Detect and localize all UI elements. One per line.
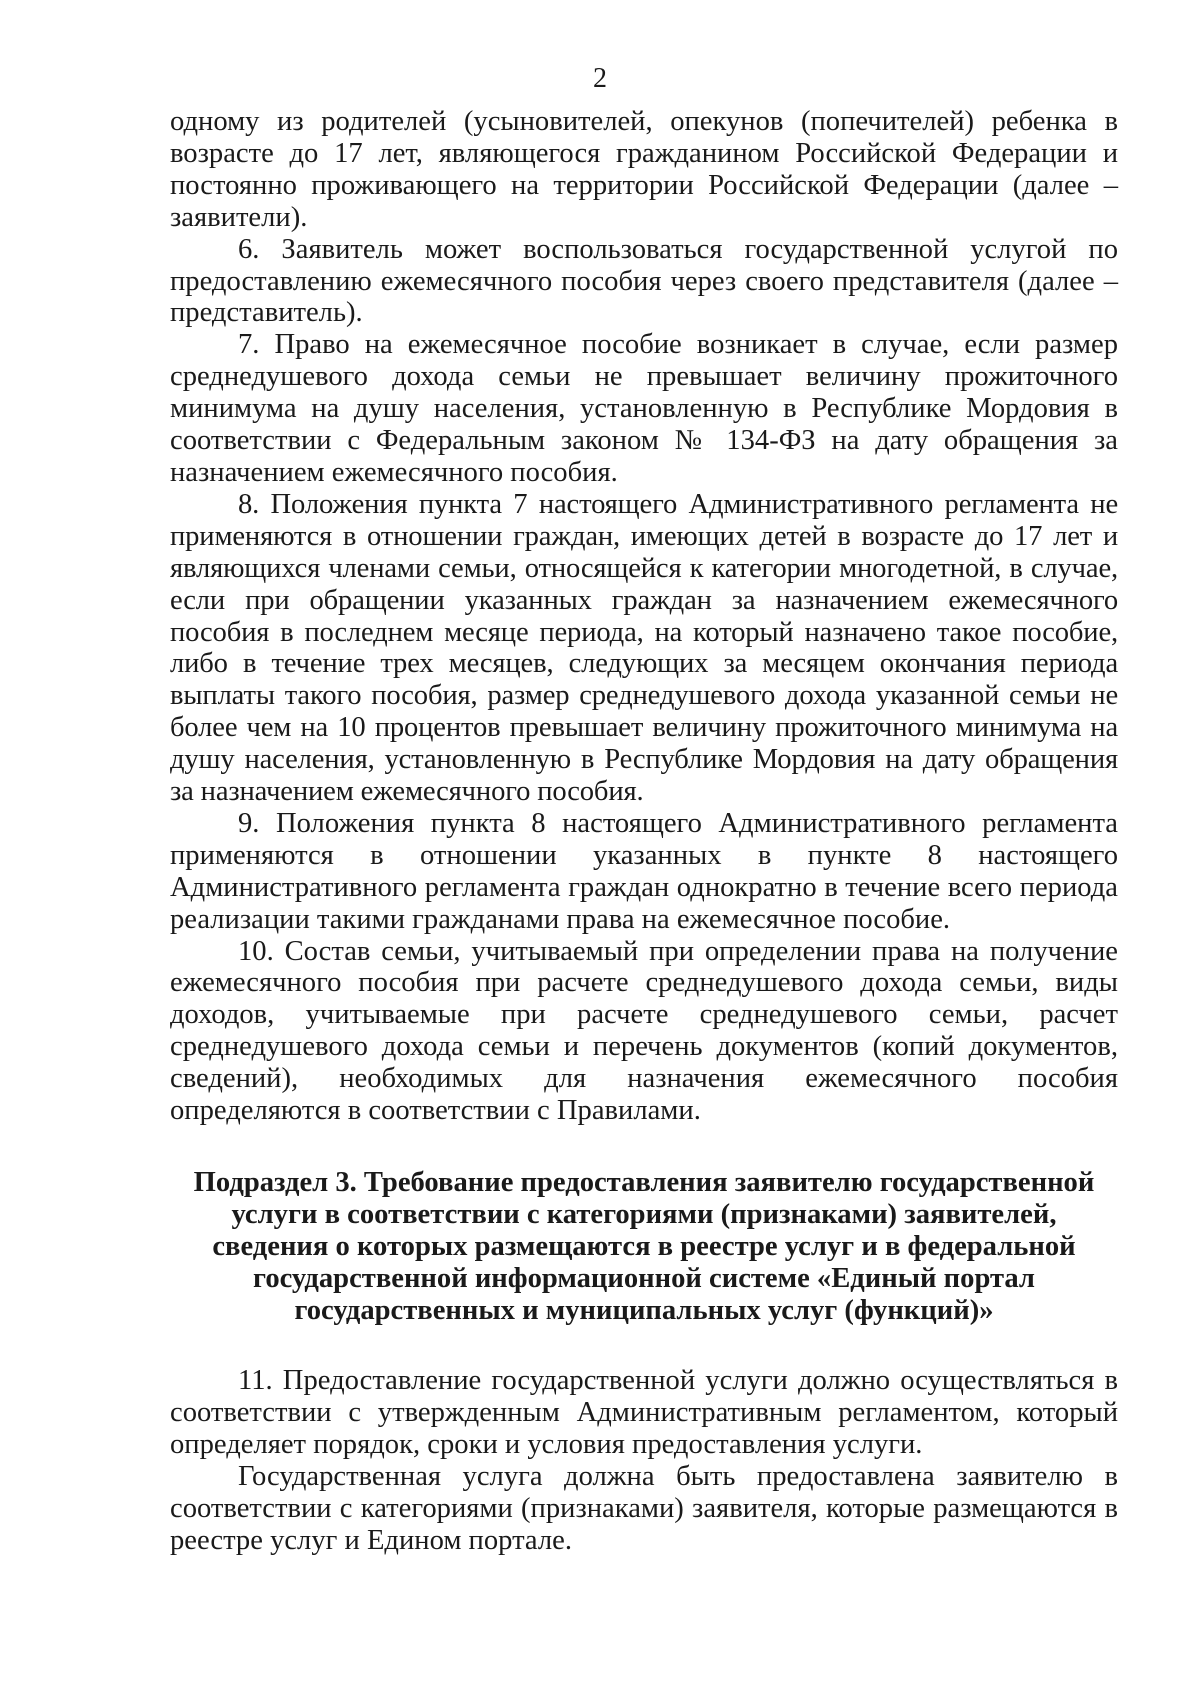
paragraph-10: 10. Состав семьи, учитываемый при определении права на получение ежемесячного пособия при расчете среднедушевого дохода семьи, виды доходов, учитываемые при расчете среднедушевого семьи, расчет среднедушевого дохода семьи и перечень документов (копий документов, сведений), необходимых для назначения ежемесячного пособия определяются в соответствии с Правилами. bbox=[170, 935, 1118, 1127]
paragraph-11: 11. Предоставление государственной услуги должно осуществляться в соответствии с утвержденным Административным регламентом, который определяет порядок, сроки и условия предоставления услуги. bbox=[170, 1365, 1118, 1460]
paragraph-continuation: одному из родителей (усыновителей, опекунов (попечителей) ребенка в возрасте до 17 лет, являющегося гражданином Российской Федерации и постоянно проживающего на территории Российской Федерации (далее – заявители). bbox=[170, 106, 1118, 233]
page-number: 2 bbox=[593, 63, 607, 94]
paragraph-6: 6. Заявитель может воспользоваться государственной услугой по предоставлению ежемесячного пособия через своего представителя (далее – представитель). bbox=[170, 233, 1118, 329]
paragraph-11-continued: Государственная услуга должна быть предоставлена заявителю в соответствии с категориями (признаками) заявителя, которые размещаются в реестре услуг и Едином портале. bbox=[170, 1460, 1118, 1556]
paragraph-7: 7. Право на ежемесячное пособие возникает в случае, если размер среднедушевого дохода семьи не превышает величину прожиточного минимума на душу населения, установленную в Республике Мордовия в соответствии с Федеральным законом № 134-ФЗ на дату обращения за назначением ежемесячного пособия. bbox=[170, 329, 1118, 488]
section-heading: Подраздел 3. Требование предоставления заявителю государственной услуги в соответствии с категориями (признаками) заявителей, сведения о которых размещаются в реестре услуг и в федеральной государственной информационной системе «Единый портал государственных и муниципальных услуг (функций)» bbox=[193, 1167, 1095, 1326]
document-body bbox=[170, 106, 1118, 1556]
paragraph-8: 8. Положения пункта 7 настоящего Административного регламента не применяются в отношении граждан, имеющих детей в возрасте до 17 лет и являющихся членами семьи, относящейся к категории многодетной, в случае, если при обращении указанных граждан за назначением ежемесячного пособия в последнем месяце периода, на который назначено такое пособие, либо в течение трех месяцев, следующих за месяцем окончания периода выплаты такого пособия, размер среднедушевого дохода указанной семьи не более чем на 10 процентов превышает величину прожиточного минимума на душу населения, установленную в Республике Мордовия на дату обращения за назначением ежемесячного пособия. bbox=[170, 488, 1118, 808]
paragraph-9: 9. Положения пункта 8 настоящего Административного регламента применяются в отношении указанных в пункте 8 настоящего Административного регламента граждан однократно в течение всего периода реализации такими гражданами права на ежемесячное пособие. bbox=[170, 807, 1118, 935]
